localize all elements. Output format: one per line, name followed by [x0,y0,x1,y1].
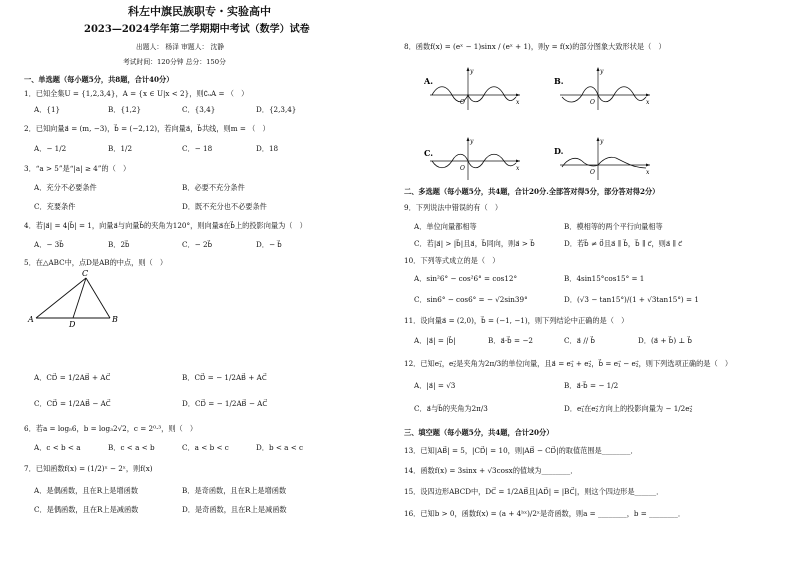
q9-opt-a: A．单位向量都相等 [414,222,477,231]
q8-label-d: D. [554,146,564,156]
q3-opt-d: D．既不充分也不必要条件 [182,202,267,211]
q11-opt-d: D．(a⃗ + b⃗) ⊥ b⃗ [638,336,693,345]
q1-opt-c: C．{3,4} [182,105,216,114]
q9-opt-d: D．若b⃗ ≠ 0⃗且a⃗ ∥ b⃗，b⃗ ∥ c⃗，则a⃗ ∥ c⃗ [564,239,683,248]
q7-stem: 7．已知函数f(x) = (1/2)ˣ − 2ˣ，则f(x) [24,464,153,473]
triangle-abc-figure [26,270,126,328]
q2-stem: 2．已知向量a⃗ = (m, −3)，b⃗ = (−2,12)，若向量a⃗，b⃗共线，则m = （ ） [24,124,270,133]
section-fill-blank: 三、填空题（每小题5分，共4题，合计20分） [404,428,554,437]
q12-opt-c: C．a⃗与b⃗的夹角为2π/3 [414,404,488,413]
time-line: 考试时间：120分钟 总分：150分 [123,58,226,66]
q3-opt-c: C．充要条件 [34,202,76,211]
q12-opt-d: D．e₁⃗在e₂⃗方向上的投影向量为 − 1/2e₂⃗ [564,404,693,413]
point-d-label: D [69,320,76,328]
left-column [24,0,392,561]
q6-opt-c: C．a < b < c [182,443,229,452]
q4-stem: 4．若|a⃗| = 4|b⃗| = 1，向量a⃗与向量b⃗的夹角为120°，则向量a⃗在b⃗上的投影向量为（ ） [24,221,307,230]
right-column [404,0,784,561]
q6-stem: 6．若a = log₅6，b = log₃2√2，c = 2⁰·³，则（ ） [24,424,198,433]
q9-opt-b: B．模相等的两个平行向量相等 [564,222,663,231]
q6-opt-a: A．c < b < a [34,443,81,452]
x-axis-label: x [646,169,650,176]
q8-graph-c [424,134,524,184]
q3-opt-b: B．必要不充分条件 [182,183,245,192]
q14-stem: 14．函数f(x) = 3sinx + √3cosx的值域为________． [404,466,578,475]
q11-stem: 11．设向量a⃗ = (2,0)，b⃗ = (−1, −1)，则下列结论中正确的是（ ） [404,316,629,325]
q6-opt-d: D．b < a < c [256,443,304,452]
q3-stem: 3．“a > 5”是“|a| ≥ 4”的（ ） [24,164,131,173]
q1-opt-a: A．{1} [34,105,61,114]
q10-opt-b: B．4sin15°cos15° = 1 [564,274,645,283]
q9-opt-c: C．若|a⃗| > |b⃗|且a⃗，b⃗同向，则a⃗ > b⃗ [414,239,535,248]
q11-opt-c: C．a⃗ // b⃗ [564,336,596,345]
q5-opt-d: D．CD⃗ = − 1/2AB⃗ − AC⃗ [182,399,268,408]
q7-opt-c: C．是偶函数，且在R上是减函数 [34,505,139,514]
q5-opt-c: C．CD⃗ = 1/2AB⃗ − AC⃗ [34,399,111,408]
q11-opt-b: B．a⃗·b⃗ = −2 [488,336,533,345]
q1-opt-b: B．{1,2} [108,105,142,114]
origin-label: O [460,165,465,172]
q2-opt-c: C．− 18 [182,144,213,153]
q8-graph-b [554,64,654,114]
vertex-a-label: A [28,315,34,324]
q8-label-b: B. [554,76,564,86]
q11-opt-a: A．|a⃗| = |b⃗| [414,336,456,345]
q5-opt-b: B．CD⃗ = − 1/2AB⃗ + AC⃗ [182,373,267,382]
q5-stem: 5．在△ABC中，点D是AB的中点，则（ ） [24,258,168,267]
q9-stem: 9．下列说法中错误的有（ ） [404,203,503,212]
q12-opt-b: B．a⃗·b⃗ = − 1/2 [564,381,619,390]
q10-stem: 10．下列等式成立的是（ ） [404,256,500,265]
q13-stem: 13．已知|AB⃗| = 5，|CD⃗| = 10，则|AB⃗ − CD⃗|的取值范围是________． [404,446,638,455]
y-axis-label: y [600,138,604,145]
q8-label-a: A. [424,76,433,86]
q15-stem: 15．设四边形ABCD中，DC⃗ = 1/2AB⃗且|AD⃗| = |BC⃗|，则这个四边形是______． [404,487,664,496]
q10-opt-d: D．(√3 − tan15°)/(1 + √3tan15°) = 1 [564,295,699,304]
y-axis-label: y [600,68,604,75]
q6-opt-b: B．c < a < b [108,443,155,452]
q1-stem: 1．已知全集U = {1,2,3,4}，A = {x ∈ U|x < 2}，则∁ᵤA = （ ） [24,89,249,98]
origin-label: O [590,99,595,106]
q7-opt-b: B．是奇函数，且在R上是增函数 [182,486,287,495]
q4-opt-a: A．− 3b⃗ [34,240,64,249]
q2-opt-b: B．1/2 [108,144,133,153]
section-multi-choice: 二、多选题（每小题5分，共4题，合计20分.全部答对得5分，部分答对得2分） [404,187,660,196]
y-axis-label: y [470,68,474,75]
school-title: 科左中旗民族职专・实验高中 [128,5,271,18]
q10-opt-c: C．sin6° − cos6° = − √2sin39° [414,295,528,304]
q8-label-c: C. [424,148,434,158]
q7-opt-a: A．是偶函数，且在R上是增函数 [34,486,139,495]
q10-opt-a: A．sin²6° − cos²6° = cos12° [414,274,518,283]
q8-stem: 8．函数f(x) = (eˣ − 1)sinx / (eˣ + 1)，则y = f(x)的部分图象大致形状是（ ） [404,42,666,51]
q12-stem: 12．已知e₁⃗，e₂⃗是夹角为2π/3的单位向量，且a⃗ = e₁⃗ + e₂⃗，b⃗ = e₁⃗ − e₂⃗，则下列选项正确的是（ ） [404,359,733,368]
q2-opt-a: A．− 1/2 [34,144,67,153]
origin-label: O [460,99,465,106]
x-axis-label: x [516,165,520,172]
q8-graph-a [424,64,524,114]
q12-opt-a: A．|a⃗| = √3 [414,381,456,390]
q5-opt-a: A．CD⃗ = 1/2AB⃗ + AC⃗ [34,373,111,382]
q4-opt-b: B．2b⃗ [108,240,130,249]
x-axis-label: x [516,99,520,106]
vertex-b-label: B [112,315,118,324]
q3-opt-a: A．充分不必要条件 [34,183,97,192]
q8-graph-d [554,134,654,184]
x-axis-label: x [646,99,650,106]
y-axis-label: y [470,138,474,145]
author-line: 出题人： 杨泽 审题人： 沈静 [136,43,225,51]
q16-stem: 16．已知b > 0，函数f(x) = (a + 4ᵇˣ)/2ˣ是奇函数，则a = ________，b = ________． [404,509,686,518]
origin-label: O [590,169,595,176]
q2-opt-d: D．18 [256,144,279,153]
q4-opt-d: D．− b⃗ [256,240,282,249]
q7-opt-d: D．是奇函数，且在R上是减函数 [182,505,287,514]
exam-title: 2023—2024学年第二学期期中考试（数学）试卷 [84,24,310,35]
q4-opt-c: C．− 2b⃗ [182,240,213,249]
vertex-c-label: C [82,270,89,278]
q1-opt-d: D．{2,3,4} [256,105,297,114]
section-single-choice: 一、单选题（每小题5分，共8题，合计40分） [24,75,174,84]
